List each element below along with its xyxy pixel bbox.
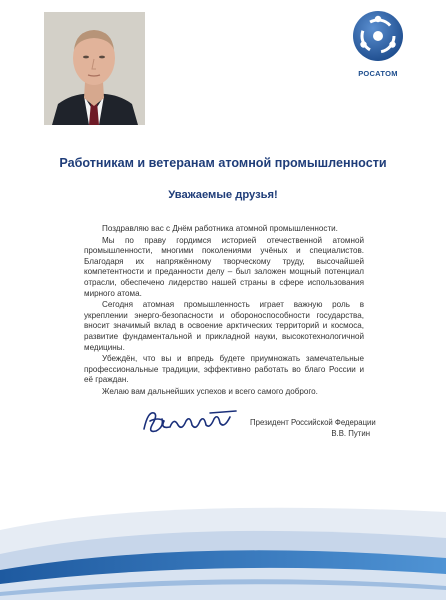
signatory-position: Президент Российской Федерации [250,418,376,427]
paragraph: Убеждён, что вы и впредь будете приумножать замечательные профессиональные традиции, эффективно работать во благо России и её граждан. [84,354,364,385]
paragraph: Сегодня атомная промышленность играет важную роль в укреплении энерго-безопасности и обороноспособности государства, вносит значимый вклад в освоение арктических территорий и космоса, развитие фундаментальной и прикладной науки, высокотехнологичной медицины. [84,300,364,352]
portrait-photo [44,12,145,125]
rosatom-emblem-icon [352,10,404,62]
paragraph: Поздравляю вас с Днём работника атомной промышленности. [102,224,338,233]
handwritten-signature [140,403,240,439]
footer-wave-decoration [0,454,446,600]
signature-caption [250,417,376,439]
letter-body [84,224,364,399]
salutation: Уважаемые друзья! [168,189,278,201]
paragraph: Желаю вам дальнейших успехов и всего самого доброго. [102,386,318,396]
rosatom-logo [352,10,404,78]
signatory-name: В.В. Путин [331,429,370,438]
paragraph: Мы по праву гордимся историей отечественной атомной промышленности, многими поколениями учёных и специалистов. Благодаря их напряжённому творческому труду, высочайшей компетентности и преданности делу – был заложен мощный потенциал отрасли, обеспечено лидерство нашей страны в сфере использования мирного атома. [84,235,364,298]
logo-text: РОСАТОМ [358,69,398,78]
letter-title: Работникам и ветеранам атомной промышленности [59,156,387,170]
